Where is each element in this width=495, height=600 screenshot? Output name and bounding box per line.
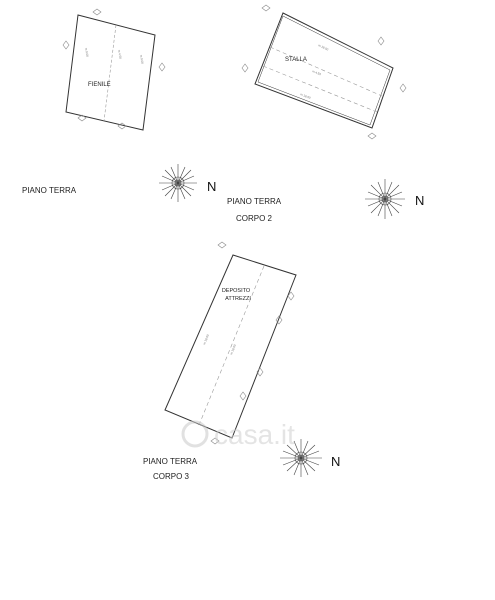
dimension-text: m 18.00 — [317, 43, 330, 52]
dimension-text: m 9.00 — [139, 54, 145, 65]
north-label: N — [331, 454, 341, 469]
window-marker-icon — [218, 242, 226, 248]
fienile-label: FIENILE — [88, 82, 111, 88]
stalla-building — [255, 13, 393, 128]
dimension-text: m 4.50 — [117, 49, 123, 60]
watermark — [183, 419, 295, 450]
stalla-label: STALLA — [285, 57, 307, 63]
window-marker-icon — [159, 63, 165, 71]
window-marker-icon — [242, 64, 248, 72]
compass-rose-icon — [159, 164, 197, 202]
fienile-building — [66, 15, 155, 130]
window-marker-icon — [93, 9, 101, 15]
dimension-text: m 18.00 — [229, 343, 237, 356]
caption-piano-terra: PIANO TERRA — [143, 457, 198, 466]
dimension-text: m 18.00 — [299, 92, 312, 100]
deposito-building — [165, 255, 296, 438]
compass-rose-icon — [365, 179, 405, 219]
dimension-text: m 9.00 — [84, 47, 90, 58]
window-marker-icon — [378, 37, 384, 45]
deposito-label-line2: ATTREZZI — [225, 296, 251, 302]
stalla-window-markers — [242, 5, 406, 139]
window-marker-icon — [400, 84, 406, 92]
deposito-label-line1: DEPOSITO — [221, 288, 251, 294]
caption-piano-terra: PIANO TERRA — [22, 186, 77, 195]
dimension-text: m 4.50 — [311, 69, 322, 77]
window-marker-icon — [368, 133, 376, 139]
dimension-text: m 18.00 — [202, 333, 210, 346]
fienile-window-markers — [63, 9, 165, 129]
north-label: N — [207, 179, 217, 194]
watermark-text: casa.it — [214, 419, 295, 450]
window-marker-icon — [262, 5, 270, 11]
caption-piano-terra: PIANO TERRA — [227, 197, 282, 206]
window-marker-icon — [240, 392, 246, 400]
window-marker-icon — [63, 41, 69, 49]
north-label: N — [415, 193, 425, 208]
deposito-window-markers — [211, 242, 294, 444]
caption-corpo: CORPO 2 — [236, 214, 273, 223]
caption-corpo: CORPO 3 — [153, 472, 190, 481]
